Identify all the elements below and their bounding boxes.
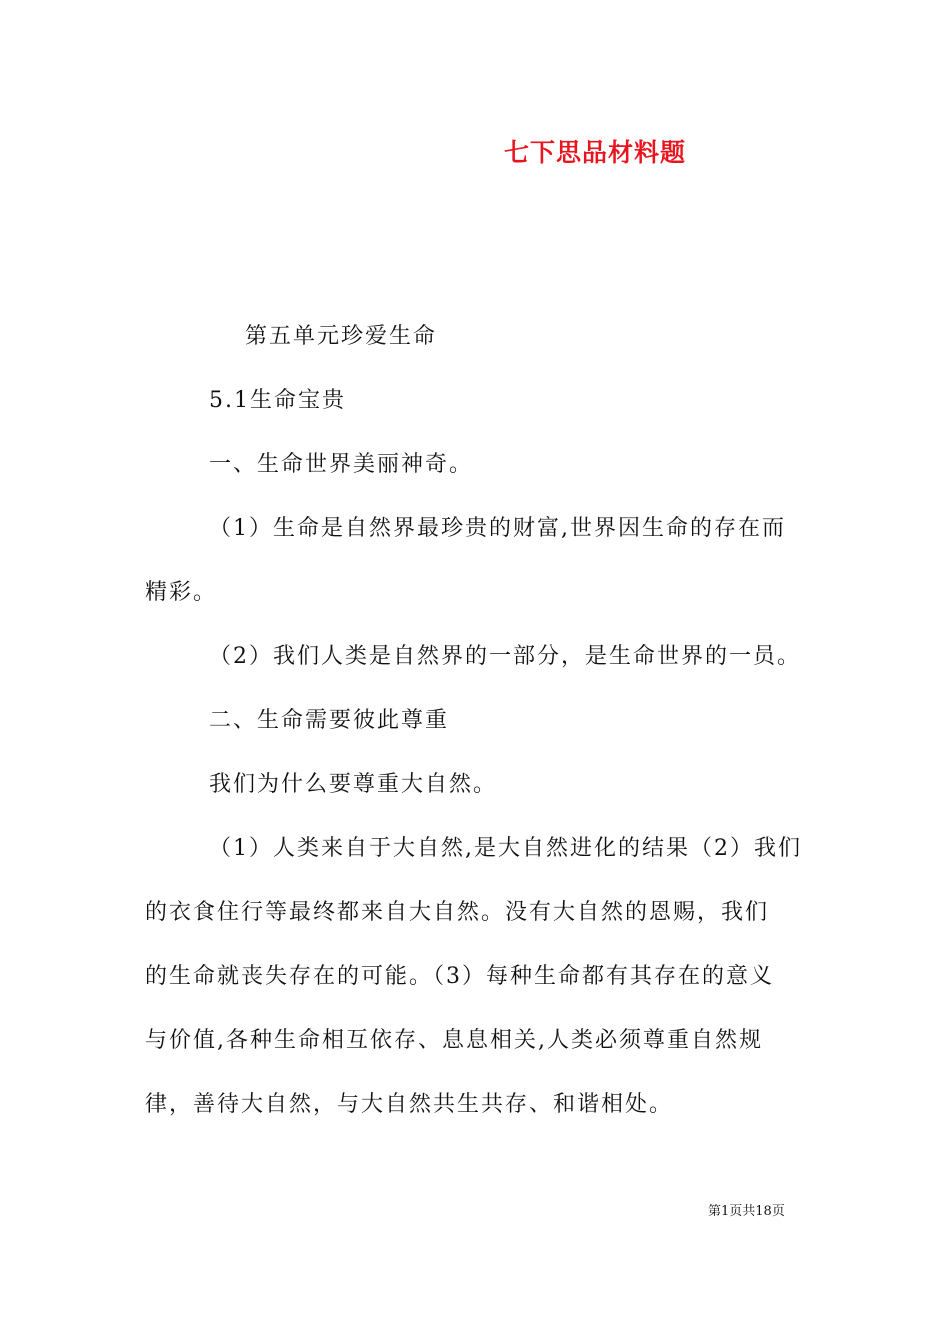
document-body [145, 322, 810, 1154]
unit-heading: 第五单元珍爱生命 [245, 324, 438, 349]
paragraph-line: （2）我们人类是自然界的一部分，是生命世界的一员。 [209, 644, 801, 669]
paragraph-line: 与价值,各种生命相互依存、息息相关,人类必须尊重自然规 [145, 1028, 763, 1053]
paragraph-line: （1）生命是自然界最珍贵的财富,世界因生命的存在而 [209, 516, 786, 541]
question-line: 我们为什么要尊重大自然。 [209, 772, 498, 797]
paragraph-line: 精彩。 [145, 580, 218, 605]
paragraph-line: 律，善待大自然，与大自然共生共存、和谐相处。 [145, 1092, 674, 1117]
paragraph-line: 的衣食住行等最终都来自大自然。没有大自然的恩赐，我们 [145, 900, 770, 925]
section-heading: 5.1生命宝贵 [209, 388, 346, 413]
page-number: 第1页共18页 [708, 1204, 785, 1219]
paragraph-line: 的生命就丧失存在的可能。（3）每种生命都有其存在的意义 [145, 964, 774, 989]
subheading-2: 二、生命需要彼此尊重 [209, 708, 450, 733]
subheading-1: 一、生命世界美丽神奇。 [209, 452, 474, 477]
document-title: 七下思品材料题 [503, 138, 686, 167]
paragraph-line: （1）人类来自于大自然,是大自然进化的结果（2）我们 [209, 836, 802, 861]
